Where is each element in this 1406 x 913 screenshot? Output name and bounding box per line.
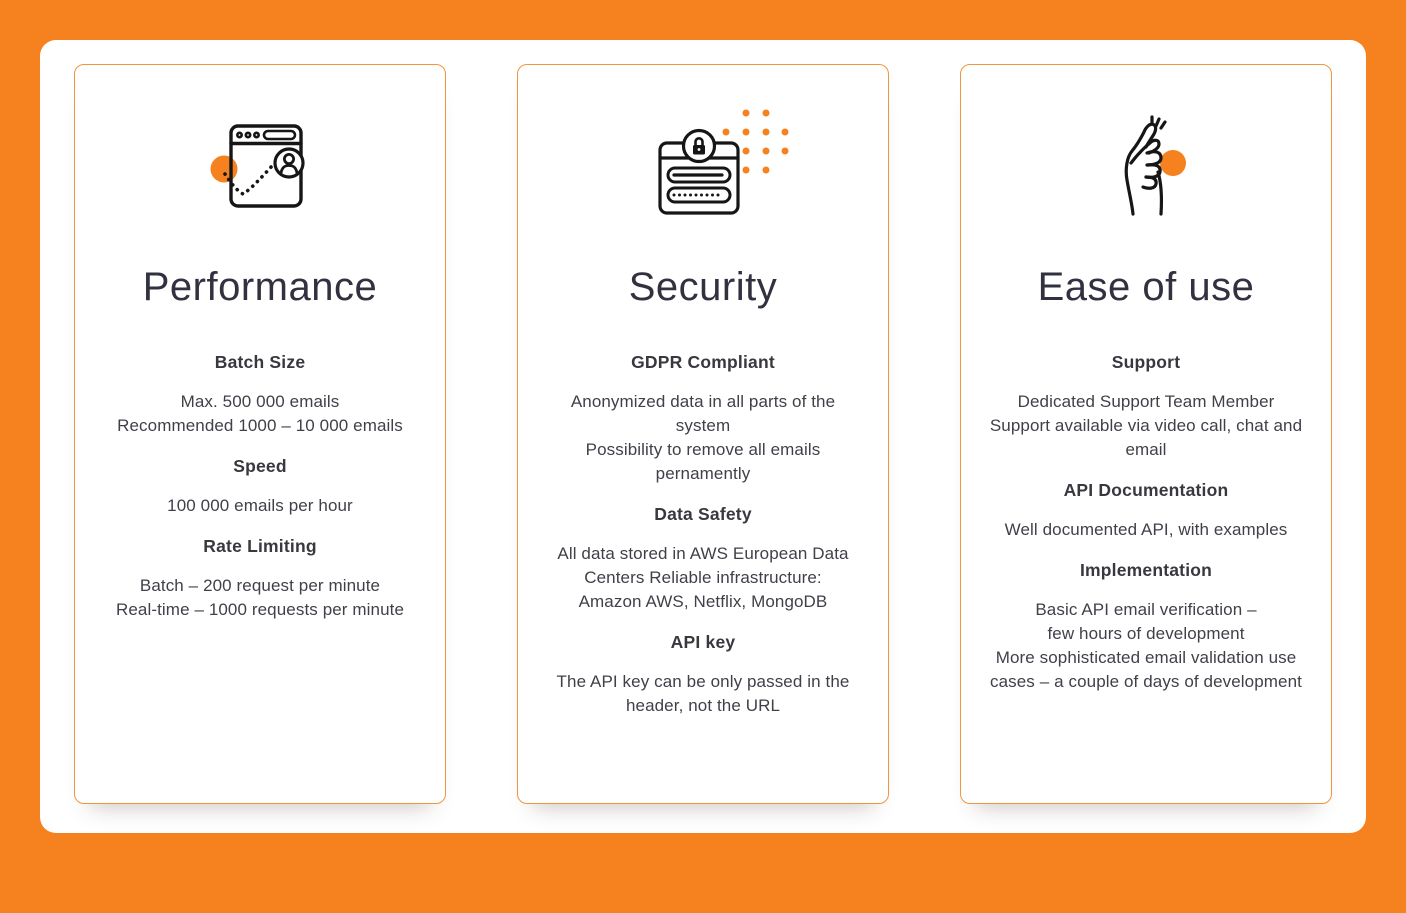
section-heading: Implementation [1079,560,1213,580]
body-line: Real-time – 1000 requests per minute [115,600,405,619]
feature-card-performance [74,64,446,804]
card-sections [989,333,1303,694]
card-title: Performance [142,265,378,309]
card-sections [103,333,417,622]
body-line: Basic API email verification – [1035,600,1257,619]
body-line: More sophisticated email validation use cases – a couple of days of development [990,648,1302,691]
accent-circle [1160,150,1186,176]
card-title: Ease of use [1037,265,1255,309]
section-heading: API Documentation [1063,480,1229,500]
section-heading: Data Safety [654,504,752,524]
section-body [546,390,860,486]
card-title: Security [628,265,778,309]
body-line: Dedicated Support Team Member [1017,392,1275,411]
card-section [989,558,1303,694]
card-section [103,534,417,622]
feature-card-ease-of-use [960,64,1332,804]
body-line: Anonymized data in all parts of the system [570,392,836,435]
body-line: Amazon AWS, Netflix, MongoDB [578,592,828,611]
body-line: All data stored in AWS European Data Centers Reliable infrastructure: [557,544,849,587]
body-line: Support available via video call, chat and email [989,416,1303,459]
body-line: The API key can be only passed in the header, not the URL [556,672,850,715]
section-body [989,390,1303,462]
section-body [546,670,860,718]
section-heading: API key [670,632,736,652]
cards-row [40,40,1366,804]
card-sections [546,333,860,718]
accent-dots-grid [723,110,789,174]
section-body [989,518,1303,542]
section-heading: Batch Size [214,352,306,372]
address-bar [264,131,295,139]
body-line: Max. 500 000 emails [180,392,340,411]
section-heading: Rate Limiting [203,536,317,556]
section-heading: Support [1111,352,1181,372]
section-body [103,574,417,622]
section-body [103,494,417,518]
section-body [989,598,1303,694]
body-line: Possibility to remove all emails pernamently [585,440,821,483]
content-panel [40,40,1366,833]
card-section [989,350,1303,462]
section-body [546,542,860,614]
password-field [668,188,730,202]
card-icon-area [103,97,417,247]
card-section [546,502,860,614]
card-icon-area [546,97,860,247]
body-line: Batch – 200 request per minute [139,576,381,595]
accent-circle [211,156,238,183]
card-icon-area [989,97,1303,247]
card-section [103,350,417,438]
security-login-lock-icon [643,100,791,218]
section-heading: Speed [233,456,287,476]
performance-browser-icon [205,116,315,216]
body-line: few hours of development [1047,624,1245,643]
body-line: 100 000 emails per hour [167,496,353,515]
section-heading: GDPR Compliant [631,352,775,372]
feature-card-security [517,64,889,804]
card-section [546,630,860,718]
body-line: Recommended 1000 – 10 000 emails [117,416,403,435]
snap-fingers-icon [1100,110,1205,218]
card-section [103,454,417,518]
card-section [989,478,1303,542]
body-line: Well documented API, with examples [1004,520,1288,539]
card-section [546,350,860,486]
section-body [103,390,417,438]
hand-outline [1126,124,1155,214]
